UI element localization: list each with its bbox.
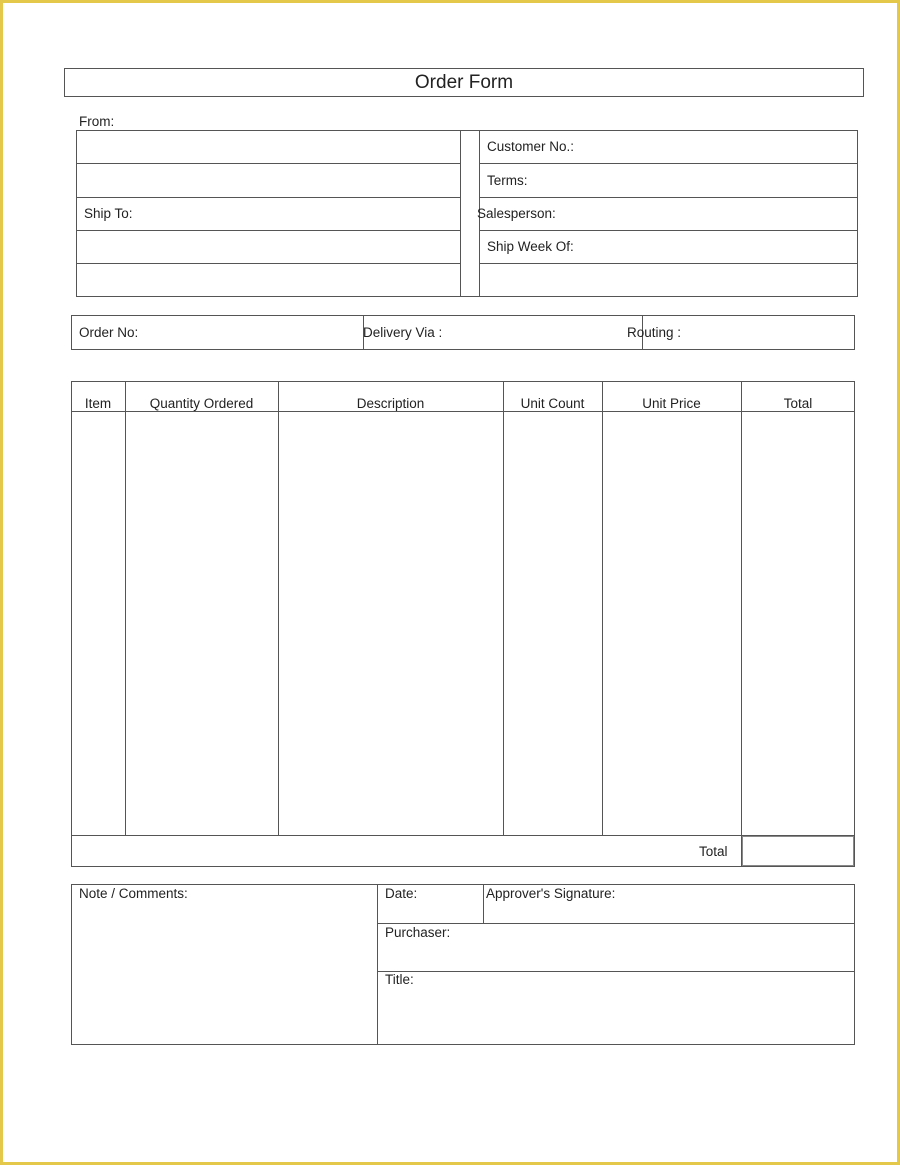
- total-column-cells[interactable]: [742, 412, 854, 834]
- unit-price-column-cells[interactable]: [603, 412, 740, 834]
- salesperson-field[interactable]: [560, 199, 856, 229]
- purchaser-field[interactable]: [379, 943, 853, 969]
- terms-field[interactable]: [540, 165, 856, 196]
- terms-label: Terms:: [487, 173, 528, 188]
- approver-signature-field[interactable]: [486, 904, 853, 922]
- form-title-box: [64, 68, 864, 97]
- ship-to-line-2-field[interactable]: [78, 265, 459, 296]
- delivery-via-field[interactable]: [445, 317, 641, 348]
- notes-label: Note / Comments:: [79, 886, 188, 901]
- date-field[interactable]: [379, 904, 481, 922]
- grand-total-label: Total: [699, 844, 728, 859]
- title-field[interactable]: [379, 992, 853, 1043]
- order-no-field[interactable]: [145, 317, 361, 348]
- grand-total-field[interactable]: [741, 835, 855, 867]
- column-header-quantity: Quantity Ordered: [149, 396, 254, 411]
- item-column-cells[interactable]: [72, 412, 124, 834]
- ship-week-label: Ship Week Of:: [487, 239, 574, 254]
- column-header-unit-count: Unit Count: [520, 396, 585, 411]
- ship-to-label: Ship To:: [84, 206, 133, 221]
- from-line-2-field[interactable]: [78, 165, 459, 196]
- from-line-1-field[interactable]: [78, 132, 459, 162]
- approver-signature-label: Approver's Signature:: [486, 886, 616, 901]
- salesperson-label: Salesperson:: [477, 206, 556, 221]
- unit-count-column-cells[interactable]: [504, 412, 601, 834]
- notes-field[interactable]: [73, 905, 375, 1043]
- column-header-total: Total: [783, 396, 813, 411]
- description-column-cells[interactable]: [279, 412, 502, 834]
- purchaser-label: Purchaser:: [385, 925, 451, 940]
- ship-week-field[interactable]: [580, 232, 856, 262]
- column-header-item: Item: [84, 396, 112, 411]
- title-label: Title:: [385, 972, 414, 987]
- customer-no-label: Customer No.:: [487, 139, 575, 154]
- column-header-description: Description: [356, 396, 425, 411]
- routing-label: Routing :: [627, 325, 682, 340]
- ship-to-line-1-field[interactable]: [78, 232, 459, 262]
- column-header-unit-price: Unit Price: [642, 396, 701, 411]
- quantity-column-cells[interactable]: [126, 412, 277, 834]
- delivery-via-label: Delivery Via :: [363, 325, 443, 340]
- routing-field[interactable]: [690, 317, 853, 348]
- from-label: From:: [79, 114, 115, 129]
- form-title: Order Form: [414, 72, 514, 93]
- date-label: Date:: [385, 886, 418, 901]
- order-no-label: Order No:: [79, 325, 139, 340]
- customer-no-field[interactable]: [580, 132, 856, 162]
